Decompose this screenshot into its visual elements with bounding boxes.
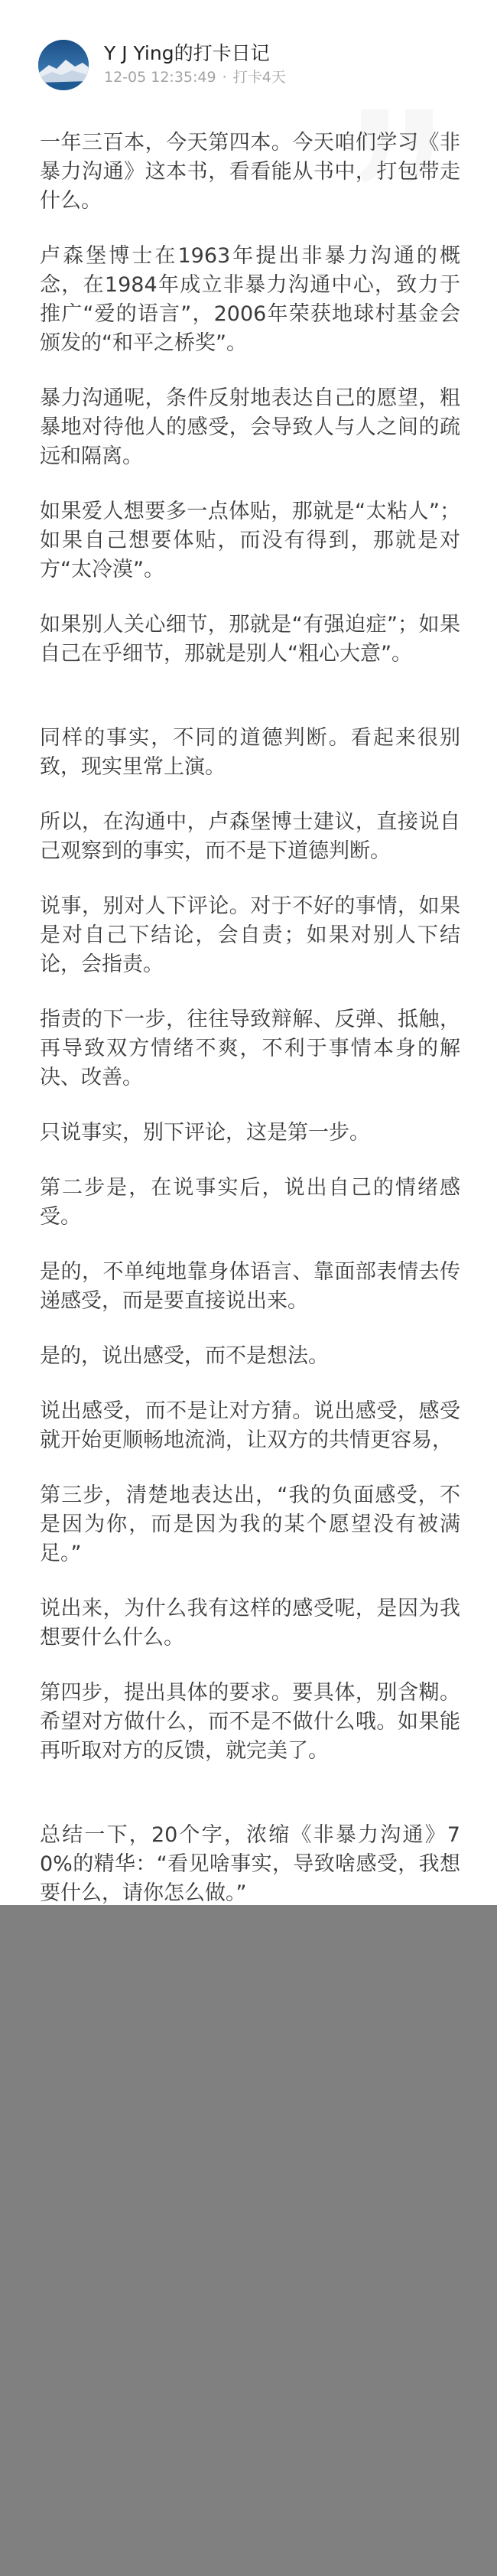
post-header: [0, 0, 497, 99]
post-meta: [104, 68, 286, 86]
article-paragraph: 所以，在沟通中，卢森堡博士建议，直接说自己观察到的事实，而不是下道德判断。: [40, 810, 460, 863]
article-paragraph: 第三步，清楚地表达出，“我的负面感受，不是因为你，而是因为我的某个愿望没有被满足。”: [40, 1483, 460, 1565]
article-paragraph: 说事，别对人下评论。对于不好的事情，如果是对自己下结论，会自责；如果对别人下结论，会指责。: [40, 894, 460, 976]
article-paragraph: 说出来，为什么我有这样的感受呢，是因为我想要什么什么。: [40, 1597, 460, 1649]
article-paragraph: 第二步是，在说事实后，说出自己的情绪感受。: [40, 1176, 460, 1229]
article-paragraph: 第四步，提出具体的要求。要具体，别含糊。希望对方做什么，而不是不做什么哦。如果能再听取对方的反馈，就完美了。: [40, 1681, 460, 1763]
article-paragraph: 如果爱人想要多一点体贴，那就是“太粘人”；如果自己想要体贴，而没有得到，那就是对方“太冷漠”。: [40, 500, 460, 581]
article-paragraph: 同样的事实，不同的道德判断。看起来很别致，现实里常上演。: [40, 726, 460, 779]
author-name[interactable]: Y J Ying的打卡日记: [104, 42, 270, 64]
article-body: [40, 129, 460, 1989]
avatar[interactable]: [38, 40, 89, 90]
article-paragraph: 是的，不单纯地靠身体语言、靠面部表情去传递感受，而是要直接说出来。: [40, 1260, 460, 1313]
meta-separator: ·: [222, 69, 227, 86]
article-paragraph: 一年三百本，今天第四本。今天咱们学习《非暴力沟通》这本书，看看能从书中，打包带走什么。: [40, 131, 460, 213]
gray-overlay: [0, 1905, 497, 2576]
article-paragraph: 卢森堡博士在1963年提出非暴力沟通的概念，在1984年成立非暴力沟通中心，致力于推广“爱的语言”，2006年荣获地球村基金会颁发的“和平之桥奖”。: [40, 244, 460, 355]
article-paragraph: 是的，说出感受，而不是想法。: [40, 1344, 329, 1368]
article-paragraph: 如果别人关心细节，那就是“有强迫症”；如果自己在乎细节，那就是别人“粗心大意”。: [40, 613, 460, 666]
article-paragraph: 总结一下，20个字，浓缩《非暴力沟通》70%的精华：“看见啥事实，导致啥感受，我想要什么，请你怎么做。”: [40, 1823, 460, 1905]
article-paragraph: 说出感受，而不是让对方猜。说出感受，感受就开始更顺畅地流淌，让双方的共情更容易，: [40, 1399, 460, 1452]
post-timestamp: 12-05 12:35:49: [104, 69, 216, 86]
article-paragraph: 指责的下一步，往往导致辩解、反弹、抵触，再导致双方情绪不爽，不利于事情本身的解决、改善。: [40, 1008, 460, 1089]
avatar-mountain-image: [38, 40, 89, 90]
article-paragraph: 暴力沟通呢，条件反射地表达自己的愿望，粗暴地对待他人的感受，会导致人与人之间的疏远和隔离。: [40, 386, 460, 468]
checkin-days: 打卡4天: [232, 69, 286, 86]
article-paragraph: 只说事实，别下评论，这是第一步。: [40, 1121, 370, 1145]
